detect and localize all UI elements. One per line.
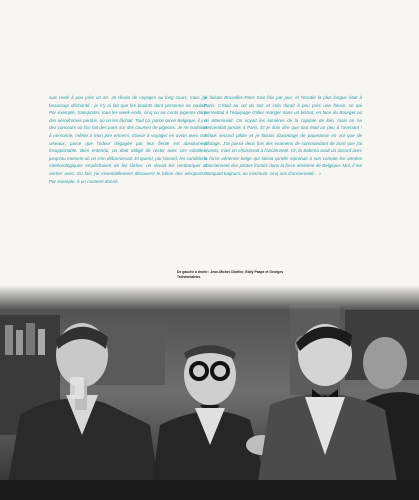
paragraph-right: je faisais Bruxelles-Paris trois fois par jour, et l'escale la plus longue était à Paris. C'était au vol du soir et cela durait à peu près une heure, ce qui permettait à l'équipage d'aller manger dans un bistrot, en face du Bourget où on atterrissait. On voyait les lumières de la capitale de loin, mais on ne descendait jamais à Paris. Et je dois dire que tout était un peu à l'avenant ! J'étais second pilote et je faisais davantage de paperasse en vol que de pilotage. J'ai passé deux fois des examens de commandant de bord que j'ai réussis, mais on choisissait à l'ancienneté. Or, la Sabena avait un accord avec la force aérienne belge qui faisait qu'elle reprenait à son compte les années d'ancienneté des pilotes formés dans la force aérienne de Belgique. Moi, il me manquait toujours, au minimum, cinq ans d'ancienneté... » [204,95,362,176]
group-photograph [0,285,419,500]
text-column-left [49,94,207,185]
paragraph-left: suis resté à peu près un an. Je rêvais de voyages au long cours, mais j'ai beaucoup déchanté : je n'y ai fait que les boulots dont personne ne voulait. Par exemple, transporter, tous les week-ends, cinq ou six cents pigeons dans des aérodromes perdus, où on les lâchait. Tout ça, parce qu'en Belgique, il y a des concours où l'on fait des paris sur des courses de pigeons. Je ne souhaite à personne, même à mon pire ennemi, d'avoir à voyager en avion avec ces oiseaux, parce que l'odeur dégagée par leur fiente est absolument insupportable. Bien entendu, on était obligé de rester avec ces volatiles, jusqu'au moment où on s'en débarrassait. Et quand, par hasard, les conditions météorologiques empêchaient de les lâcher, on devait les rembarquer et rentrer avec. En fait, j'ai essentiellement découvert le béton des aéroports ! Par exemple, à un moment donné, [49,95,207,184]
photo-caption: De gauche à droite : Jean-Michel Charlier, Eddy Paape et Georges Troisfontaines. [177,270,284,279]
text-column-right [204,94,362,178]
